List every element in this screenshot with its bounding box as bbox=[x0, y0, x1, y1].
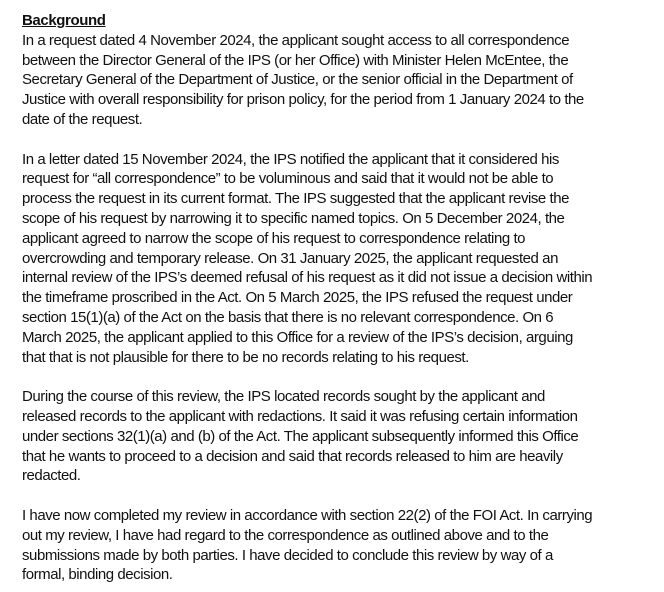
text-line: redacted. bbox=[22, 467, 81, 485]
text-line: During the course of this review, the IPS located records sought by the applicant and bbox=[22, 388, 545, 406]
text-line: internal review of the IPS’s deemed refusal of his request as it did not issue a decision within bbox=[22, 269, 593, 287]
paragraph bbox=[22, 31, 652, 130]
text-line: In a request dated 4 November 2024, the applicant sought access to all correspondence bbox=[22, 31, 570, 49]
text-line: overcrowding and temporary release. On 31 January 2025, the applicant requested an bbox=[22, 249, 558, 267]
paragraph bbox=[22, 506, 652, 585]
text-line: request for “all correspondence” to be voluminous and said that it would not be able to bbox=[22, 170, 554, 188]
text-line: under sections 32(1)(a) and (b) of the Act. The applicant subsequently informed this Office bbox=[22, 427, 579, 445]
text-line: scope of his request by narrowing it to specific named topics. On 5 December 2024, the bbox=[22, 209, 565, 227]
text-line: process the request in its current format. The IPS suggested that the applicant revise the bbox=[22, 190, 570, 208]
text-line: that he wants to proceed to a decision and said that records released to him are heavily bbox=[22, 447, 563, 465]
text-line: I have now completed my review in accordance with section 22(2) of the FOI Act. In carrying bbox=[22, 506, 593, 524]
text-line: section 15(1)(a) of the Act on the basis that there is no relevant correspondence. On 6 bbox=[22, 308, 554, 326]
text-line: released records to the applicant with redactions. It said it was refusing certain information bbox=[22, 407, 578, 425]
text-line: that that is not plausible for there to be no records relating to his request. bbox=[22, 348, 469, 366]
document-body bbox=[22, 11, 652, 585]
text-line: formal, binding decision. bbox=[22, 566, 173, 584]
text-line: In a letter dated 15 November 2024, the IPS notified the applicant that it considered his bbox=[22, 150, 559, 168]
text-line: March 2025, the applicant applied to this Office for a review of the IPS’s decision, arguing bbox=[22, 328, 573, 346]
text-line: applicant agreed to narrow the scope of his request to correspondence relating to bbox=[22, 229, 526, 247]
paragraph bbox=[22, 150, 652, 368]
paragraphs bbox=[22, 31, 652, 585]
text-line: out my review, I have had regard to the correspondence as outlined above and to the bbox=[22, 526, 549, 544]
text-line: between the Director General of the IPS (or her Office) with Minister Helen McEntee, the bbox=[22, 51, 569, 69]
text-line: date of the request. bbox=[22, 110, 143, 128]
paragraph bbox=[22, 387, 652, 486]
text-line: Justice with overall responsibility for prison policy, for the period from 1 January 2024 to the bbox=[22, 91, 584, 109]
text-line: Secretary General of the Department of Justice, or the senior official in the Department of bbox=[22, 71, 573, 89]
text-line: the timeframe proscribed in the Act. On 5 March 2025, the IPS refused the request under bbox=[22, 289, 573, 307]
text-line: submissions made by both parties. I have decided to conclude this review by way of a bbox=[22, 546, 553, 564]
section-heading: Background bbox=[22, 12, 106, 29]
